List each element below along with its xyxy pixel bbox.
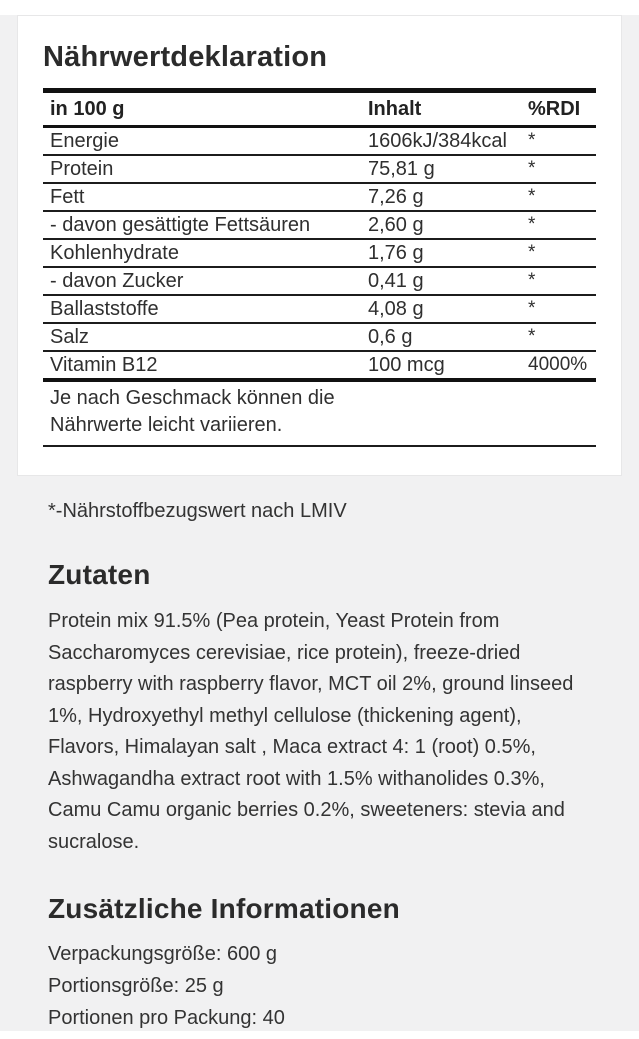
row-label: - davon Zucker [43, 267, 368, 295]
table-row [43, 183, 596, 211]
table-row [43, 211, 596, 239]
table-row [43, 323, 596, 351]
table-row [43, 127, 596, 156]
nutrition-title: Nährwertdeklaration [43, 41, 328, 73]
row-label: Protein [43, 155, 368, 183]
table-footnote-cell [43, 380, 596, 446]
row-label: Ballaststoffe [43, 295, 368, 323]
row-value: 7,26 g [368, 183, 528, 211]
row-value: 2,60 g [368, 211, 528, 239]
table-footnote-row [43, 380, 596, 446]
product-info-page [0, 15, 639, 1031]
row-rdi: * [528, 155, 596, 183]
row-value: 0,41 g [368, 267, 528, 295]
row-label: Salz [43, 323, 368, 351]
row-rdi: * [528, 267, 596, 295]
row-rdi: * [528, 211, 596, 239]
table-header-row [43, 91, 596, 127]
row-label: Vitamin B12 [43, 351, 368, 380]
row-value: 75,81 g [368, 155, 528, 183]
row-label: Energie [43, 127, 368, 156]
header-rdi: %RDI [528, 91, 596, 127]
table-row [43, 155, 596, 183]
header-amount: in 100 g [43, 91, 368, 127]
nutrition-card [17, 15, 622, 476]
row-value: 1606kJ/384kcal [368, 127, 528, 156]
ingredients-heading: Zutaten [48, 559, 151, 590]
additional-info-lines [48, 938, 592, 1034]
row-value: 4,08 g [368, 295, 528, 323]
table-row [43, 351, 596, 380]
legal-note: *-Nährstoffbezugswert nach LMIV [48, 500, 347, 522]
row-rdi: * [528, 323, 596, 351]
info-line-serving-size: Portionsgröße: 25 g [48, 975, 224, 997]
info-line-package-size: Verpackungsgröße: 600 g [48, 943, 278, 965]
row-label: - davon gesättigte Fettsäuren [43, 211, 368, 239]
ingredients-section [48, 558, 592, 858]
additional-info-section [48, 892, 592, 1034]
ingredients-text: Protein mix 91.5% (Pea protein, Yeast Protein from Saccharomyces cerevisiae, rice protein), freeze-dried raspberry with raspberry flavor, MCT oil 2%, ground linseed 1%, Hydroxyethyl methyl cellulose (thickening agent), Flavors, Himalayan salt , Maca extract 4: 1 (root) 0.5%, Ashwagandha extract root with 1.5% withanolides 0.3%, Camu Camu organic berries 0.2%, sweeteners: stevia and sucralose. [48, 610, 574, 853]
table-row [43, 295, 596, 323]
row-value: 0,6 g [368, 323, 528, 351]
header-content: Inhalt [368, 91, 528, 127]
row-rdi: 4000% [528, 351, 596, 380]
table-row [43, 239, 596, 267]
nutrition-table [43, 88, 596, 447]
row-value: 1,76 g [368, 239, 528, 267]
row-value: 100 mcg [368, 351, 528, 380]
table-row [43, 267, 596, 295]
additional-info-heading: Zusätzliche Informationen [48, 893, 400, 924]
row-rdi: * [528, 239, 596, 267]
row-label: Kohlenhydrate [43, 239, 368, 267]
info-line-servings-per-pack: Portionen pro Packung: 40 [48, 1007, 285, 1029]
table-footnote: Je nach Geschmack können die Nährwerte leicht variieren. [50, 387, 335, 436]
row-label: Fett [43, 183, 368, 211]
row-rdi: * [528, 183, 596, 211]
row-rdi: * [528, 127, 596, 156]
row-rdi: * [528, 295, 596, 323]
